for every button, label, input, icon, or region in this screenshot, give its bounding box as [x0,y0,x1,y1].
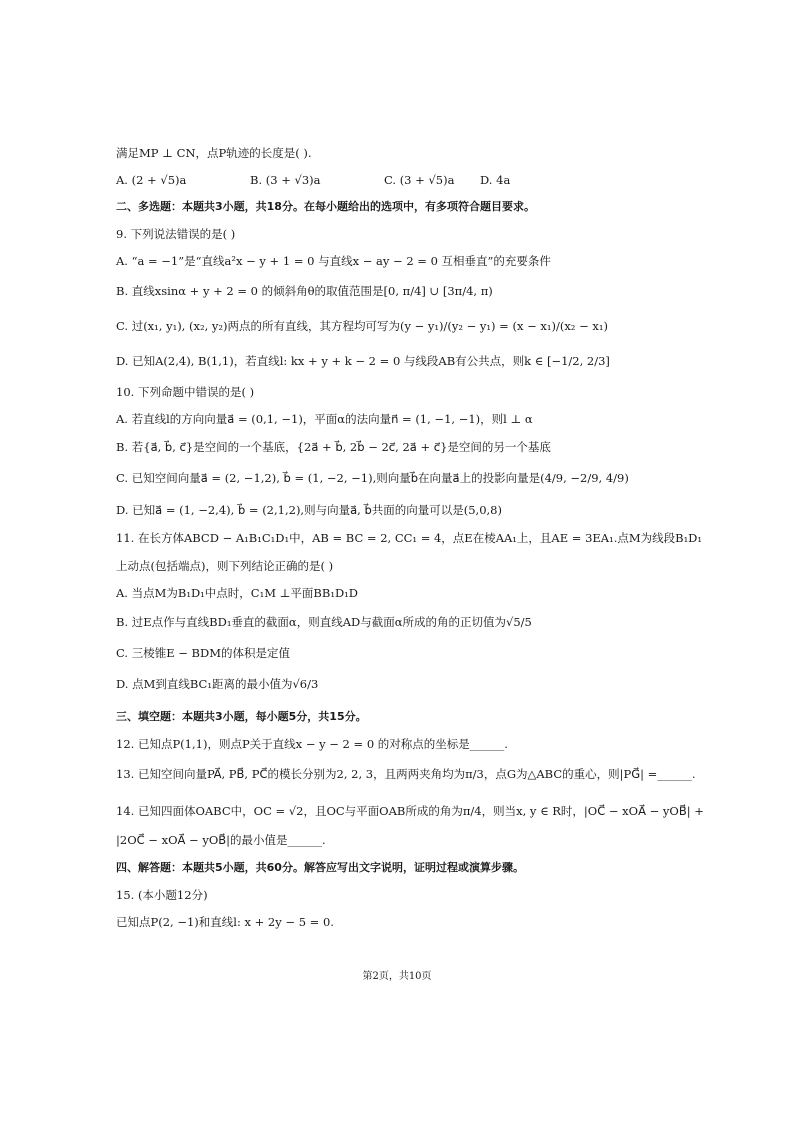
q10-option-a: A. 若直线l的方向向量a⃗ = (0,1, −1)，平面α的法向量n⃗ = (1, −1, −1)，则l ⊥ α [116,412,533,426]
q9-option-b: B. 直线xsinα + y + 2 = 0 的倾斜角θ的取值范围是[0, π/4] ∪ [3π/4, π) [116,284,493,298]
q10-option-b: B. 若{a⃗, b⃗, c⃗}是空间的一个基底，{2a⃗ + b⃗, 2b⃗ − 2c⃗, 2a⃗ + c⃗}是空间的另一个基底 [116,440,551,454]
q11-option-d: D. 点M到直线BC₁距离的最小值为√6/3 [116,677,319,691]
q9-option-c: C. 过(x₁, y₁), (x₂, y₂)两点的所有直线，其方程均可写为(y − y₁)/(y₂ − y₁) = (x − x₁)/(x₂ − x₁) [116,319,608,333]
q14-line2: |2OC⃗ − xOA⃗ − yOB⃗|的最小值是______. [116,833,326,847]
q8-option-d: D. 4a [480,173,511,187]
q11-option-a: A. 当点M为B₁D₁中点时，C₁M ⊥平面BB₁D₁D [116,586,358,600]
page-footer: 第2页，共10页 [362,971,432,982]
q9-option-a: A. “a = −1”是“直线a²x − y + 1 = 0 与直线x − ay − 2 = 0 互相垂直”的充要条件 [116,254,551,268]
q8-option-b: B. (3 + √3)a [250,173,321,187]
q9-option-d: D. 已知A(2,4), B(1,1)，若直线l: kx + y + k − 2 = 0 与线段AB有公共点，则k ∈ [−1/2, 2/3] [116,354,610,368]
q9-stem: 9. 下列说法错误的是( ) [116,227,236,241]
q15-stem: 已知点P(2, −1)和直线l: x + 2y − 5 = 0. [116,915,334,929]
q14-line1: 14. 已知四面体OABC中，OC = √2，且OC与平面OAB所成的角为π/4，则当x, y ∈ R时，|OC⃗ − xOA⃗ − yOB⃗| + [116,804,704,818]
section-2-heading: 二、多选题：本题共3小题，共18分。在每小题给出的选项中，有多项符合题目要求。 [116,200,535,213]
q8-tail: 满足MP ⊥ CN，点P轨迹的长度是( ). [116,146,312,160]
section-4-heading: 四、解答题：本题共5小题，共60分。解答应写出文字说明，证明过程或演算步骤。 [116,861,524,874]
q11-option-b: B. 过E点作与直线BD₁垂直的截面α，则直线AD与截面α所成的角的正切值为√5/5 [116,615,532,629]
q12: 12. 已知点P(1,1)，则点P关于直线x − y − 2 = 0 的对称点的坐标是______. [116,737,508,751]
q15-header: 15. (本小题12分) [116,888,208,902]
q11-stem-line2: 上动点(包括端点)，则下列结论正确的是( ) [116,559,334,573]
q10-stem: 10. 下列命题中错误的是( ) [116,385,255,399]
q10-option-c: C. 已知空间向量a⃗ = (2, −1,2), b⃗ = (1, −2, −1),则向量b⃗在向量a⃗上的投影向量是(4/9, −2/9, 4/9) [116,471,629,485]
q13: 13. 已知空间向量PA⃗, PB⃗, PC⃗的模长分别为2, 2, 3，且两两夹角均为π/3，点G为△ABC的重心，则|PG⃗| =______. [116,767,696,781]
q10-option-d: D. 已知a⃗ = (1, −2,4), b⃗ = (2,1,2),则与向量a⃗, b⃗共面的向量可以是(5,0,8) [116,503,502,517]
q11-stem-line1: 11. 在长方体ABCD − A₁B₁C₁D₁中，AB = BC = 2, CC₁ = 4，点E在棱AA₁上，且AE = 3EA₁.点M为线段B₁D₁ [116,531,703,545]
q8-options [116,172,696,188]
section-3-heading: 三、填空题：本题共3小题，每小题5分，共15分。 [116,710,367,723]
q8-option-c: C. (3 + √5)a [384,173,455,187]
q8-option-a: A. (2 + √5)a [116,173,187,187]
q11-option-c: C. 三棱锥E − BDM的体积是定值 [116,646,290,660]
